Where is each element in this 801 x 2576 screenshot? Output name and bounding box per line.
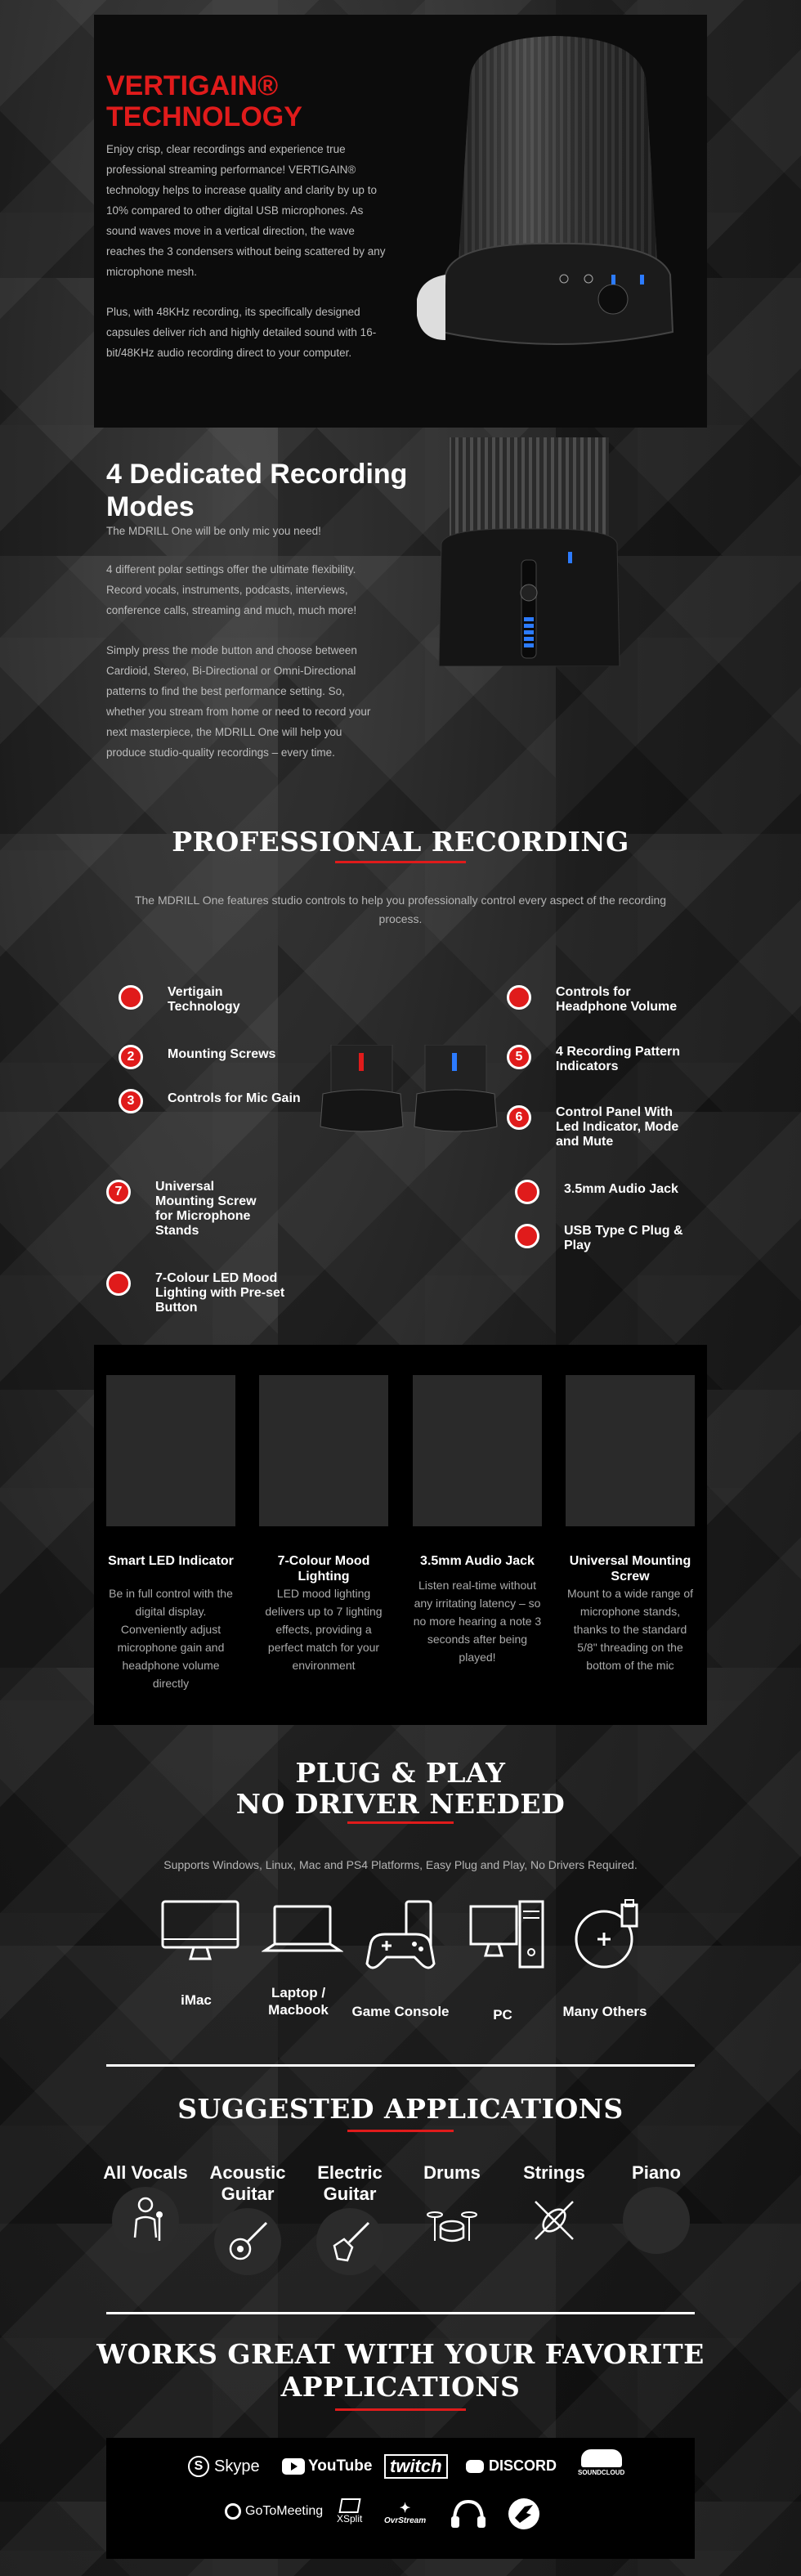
- feature-label: Controls for Mic Gain: [168, 1091, 301, 1105]
- card-title: 3.5mm Audio Jack: [420, 1554, 535, 1568]
- title-underline: [347, 2130, 454, 2132]
- platform-pc: [454, 1898, 552, 2021]
- gotomeeting-label: GoToMeeting: [245, 2504, 324, 2518]
- recording-modes-description: [106, 521, 384, 782]
- card-image-mount: [566, 1375, 695, 1526]
- acoustic-guitar-icon: [214, 2208, 281, 2275]
- headphones-logo: [450, 2497, 487, 2529]
- ovrstream-icon: ✦: [399, 2502, 411, 2516]
- card-image-led: [106, 1375, 235, 1526]
- works-with-title: [0, 2338, 801, 2404]
- feature-pattern-indicators: [507, 1045, 699, 1074]
- feature-mounting-screws: [119, 1045, 315, 1069]
- feature-label: Controls for Headphone Volume: [556, 985, 678, 1014]
- card-title: 7-Colour Mood Lighting: [277, 1554, 370, 1584]
- gotomeeting-icon: [225, 2503, 241, 2520]
- skype-label: Skype: [214, 2457, 260, 2475]
- feature-label: Vertigain Technology: [168, 985, 240, 1014]
- platform-label: iMac: [181, 1992, 212, 2008]
- title-underline: [335, 861, 466, 863]
- feature-universal-mount: [106, 1180, 270, 1239]
- feature-vertigain: [119, 985, 266, 1015]
- strings-icon: [521, 2187, 588, 2254]
- recording-modes-paragraph-1: 4 different polar settings offer the ultimate flexibility. Record vocals, instruments, podcasts, interviews, conference calls, streaming and much, much more!: [106, 563, 357, 616]
- platform-game-console: [351, 1898, 450, 2037]
- card-title: Universal Mounting Screw: [569, 1554, 691, 1584]
- feature-audio-jack: [515, 1180, 703, 1204]
- professional-recording-title: PROFESSIONAL RECORDING: [172, 826, 629, 858]
- feature-label: Control Panel With Led Indicator, Mode and Mute: [556, 1105, 679, 1149]
- discord-label: DISCORD: [489, 2457, 557, 2474]
- feature-label: Universal Mounting Screw for Microphone Stands: [155, 1180, 257, 1238]
- feature-label: 4 Recording Pattern Indicators: [556, 1045, 681, 1073]
- platform-label: PC: [493, 2007, 512, 2023]
- application-acoustic-guitar: [203, 2162, 293, 2279]
- soundcloud-icon: [581, 2449, 622, 2467]
- card-text: Be in full control with the digital display. Conveniently adjust microphone gain and headphone volume directly: [109, 1587, 233, 1690]
- feature-label: USB Type C Plug & Play: [564, 1224, 683, 1252]
- youtube-logo: [282, 2457, 372, 2475]
- title-underline: [347, 1821, 454, 1824]
- recording-modes-title: 4 Dedicated Recording Modes: [106, 459, 408, 522]
- discord-logo: [466, 2457, 557, 2475]
- card-text: LED mood lighting delivers up to 7 lighting effects, providing a perfect match for your environment: [265, 1587, 383, 1672]
- drums-icon: [418, 2187, 486, 2254]
- xsplit-label: XSplit: [337, 2513, 363, 2524]
- feature-led-mood: [106, 1271, 286, 1315]
- microphone-front-image: [433, 437, 625, 666]
- electric-guitar-icon: [316, 2208, 383, 2275]
- application-label: Strings: [523, 2162, 585, 2183]
- feature-label: Mounting Screws: [168, 1047, 276, 1061]
- feature-headphone-volume: [507, 985, 695, 1015]
- plug-play-description: Supports Windows, Linux, Mac and PS4 Platforms, Easy Plug and Play, No Drivers Required.: [163, 1858, 638, 1871]
- feature-marker: 2: [119, 1045, 143, 1069]
- feature-mic-gain: [119, 1089, 331, 1113]
- card-image-jack: [413, 1375, 542, 1526]
- professional-recording-description: The MDRILL One features studio controls to help you professionally control every aspect of the recording process.: [134, 894, 667, 925]
- works-with-title-line-1: WORKS GREAT WITH YOUR FAVORITE: [96, 2338, 705, 2370]
- divider: [106, 2064, 695, 2067]
- application-label: Acoustic Guitar: [209, 2162, 286, 2204]
- soundcloud-label: SOUNDCLOUD: [578, 2469, 625, 2476]
- application-label: Electric Guitar: [317, 2162, 383, 2204]
- vertigain-paragraph-2: Plus, with 48KHz recording, its specifically designed capsules deliver rich and highly detailed sound with 16-bit/48KHz audio recording direct to your computer.: [106, 306, 377, 359]
- recording-modes-subtitle: The MDRILL One will be only mic you need!: [106, 525, 321, 537]
- ovrstream-label: OvrStream: [384, 2516, 427, 2525]
- card-title: Smart LED Indicator: [108, 1554, 234, 1568]
- feature-marker: 7: [106, 1180, 131, 1204]
- game-console-icon: [364, 1898, 445, 1976]
- feature-marker: [119, 985, 143, 1010]
- twitch-label: twitch: [390, 2456, 442, 2476]
- platform-many-others: [556, 1898, 654, 2037]
- feature-marker: 5: [507, 1045, 531, 1069]
- recording-modes-paragraph-2: Simply press the mode button and choose between Cardioid, Stereo, Bi-Directional or Omni-Directional patterns to find the best performance setting. So, whether you stream from home or need to record your next masterpiece, the MDRILL One will help you produce studio-quality recordings – every time.: [106, 644, 371, 759]
- youtube-label: YouTube: [308, 2457, 373, 2475]
- plug-play-title: [0, 1758, 801, 1820]
- skype-logo: [188, 2456, 260, 2477]
- feature-usb-c: [515, 1224, 703, 1253]
- application-piano: [611, 2162, 701, 2258]
- headphones-icon: [450, 2497, 487, 2529]
- card-text: Listen real-time without any irritating latency – so no more hearing a note 3 seconds after being played!: [413, 1579, 542, 1664]
- laptop-icon: [262, 1898, 343, 1964]
- feature-marker: [515, 1180, 539, 1204]
- skype-icon: S: [188, 2456, 209, 2477]
- vertigain-description: [106, 139, 392, 383]
- bird-icon: [507, 2497, 541, 2531]
- vertigain-title: VERTIGAIN® TECHNOLOGY: [106, 70, 302, 132]
- application-vocals: [101, 2162, 190, 2258]
- microphone-pair-image: [315, 1045, 503, 1133]
- feature-label: 7-Colour LED Mood Lighting with Pre-set Button: [155, 1271, 285, 1315]
- vertigain-paragraph-1: Enjoy crisp, clear recordings and experience true professional streaming performance! VERTIGAIN® technology helps to increase quality and clarity by up to 10% compared to other digital USB microphones. As sound waves move in a vertical direction, the wave reaches the 3 condensers without being scattered by any microphone mesh.: [106, 143, 386, 278]
- card-text: Mount to a wide range of microphone stands, thanks to the standard 5/8" threading on the bottom of the mic: [566, 1587, 694, 1672]
- gotomeeting-logo: [225, 2503, 323, 2520]
- application-electric-guitar: [305, 2162, 395, 2279]
- feature-label: 3.5mm Audio Jack: [564, 1182, 678, 1196]
- title-underline: [335, 2408, 466, 2411]
- card-image-mood: [259, 1375, 388, 1526]
- feature-marker: [507, 985, 531, 1010]
- vocals-icon: [112, 2187, 179, 2254]
- piano-icon: [623, 2187, 690, 2254]
- application-drums: [407, 2162, 497, 2258]
- feature-marker: [515, 1224, 539, 1248]
- platform-imac: [147, 1898, 245, 2021]
- usb-plug-icon: [568, 1898, 650, 1976]
- imac-icon: [159, 1898, 241, 1964]
- platform-laptop: [249, 1898, 347, 2037]
- application-label: Piano: [632, 2162, 681, 2183]
- bird-logo: [507, 2497, 541, 2531]
- divider: [106, 2312, 695, 2314]
- plug-play-title-line-1: PLUG & PLAY: [295, 1757, 506, 1789]
- application-strings: [509, 2162, 599, 2258]
- feature-marker: 6: [507, 1105, 531, 1130]
- ovrstream-logo: [384, 2500, 426, 2525]
- xsplit-logo: [337, 2498, 362, 2524]
- platform-label: Game Console: [351, 2004, 450, 2019]
- youtube-icon: [282, 2458, 305, 2475]
- platform-label: Laptop / Macbook: [268, 1985, 329, 2018]
- application-label: All Vocals: [103, 2162, 188, 2183]
- soundcloud-logo: [578, 2449, 624, 2476]
- application-label: Drums: [423, 2162, 481, 2183]
- microphone-image: [413, 29, 695, 356]
- works-with-title-line-2: APPLICATIONS: [280, 2371, 521, 2403]
- applications-title: SUGGESTED APPLICATIONS: [177, 2093, 624, 2125]
- feature-marker: 3: [119, 1089, 143, 1113]
- plug-play-title-line-2: NO DRIVER NEEDED: [235, 1788, 566, 1820]
- pc-icon: [466, 1898, 548, 1976]
- feature-control-panel: [507, 1105, 691, 1149]
- twitch-logo: [384, 2454, 448, 2479]
- platform-label: Many Others: [562, 2004, 647, 2019]
- feature-marker: [106, 1271, 131, 1296]
- xsplit-icon: [338, 2498, 360, 2513]
- discord-icon: [466, 2460, 484, 2473]
